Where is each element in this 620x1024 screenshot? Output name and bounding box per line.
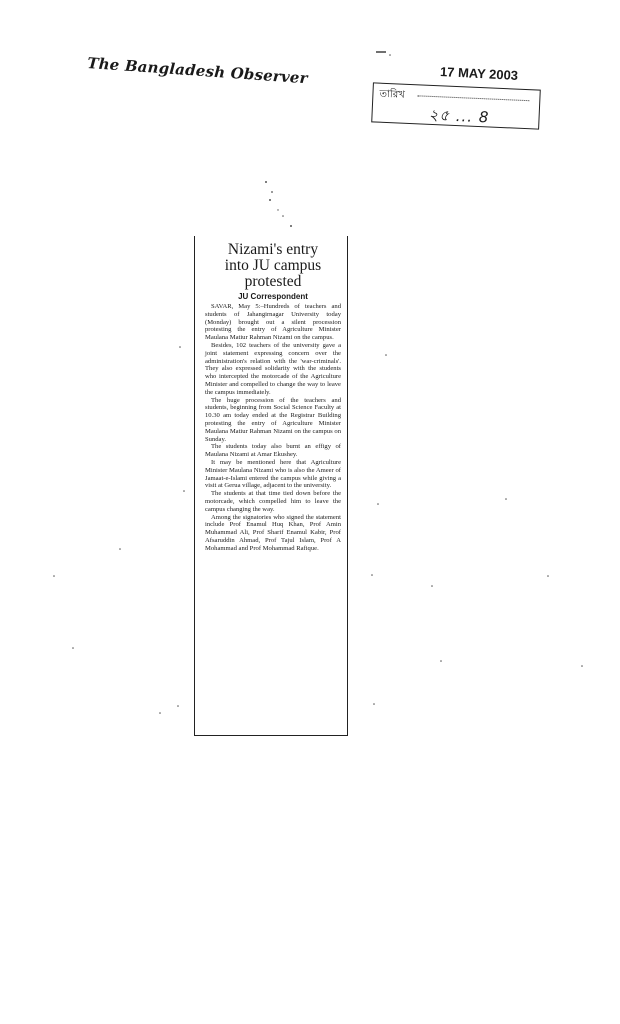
article-paragraph: The huge procession of the teachers and students, beginning from Social Science Faculty at 10.30 am today ended at the Registrar Building protesting the entry of Agriculture Minister Maulana Matiur Rahman Nizami on the campus on Sunday. bbox=[205, 396, 341, 443]
article-paragraph: The students at that time tied down before the motorcade, which compelled him to leave the campus changing the way. bbox=[205, 490, 341, 513]
stamp-handwriting: ২৫ ... 8 bbox=[428, 105, 490, 127]
stamp-dotted-line bbox=[417, 95, 529, 101]
date-stamp: 17 MAY 2003 bbox=[439, 63, 519, 84]
article-paragraph: SAVAR, May 5:–Hundreds of teachers and students of Jahangirnagar University today (Monday) brought out a silent procession protesting the entry of Agriculture Minister Maulana Matiur Rahman Nizami on the campus. bbox=[205, 303, 341, 342]
headline-line-3: protested bbox=[244, 273, 302, 290]
filing-stamp-box bbox=[371, 82, 541, 129]
article-paragraph: The students today also burnt an effigy of Maulana Nizami at Amar Ekushey. bbox=[205, 443, 341, 459]
stamp-label: তারিখ bbox=[379, 88, 406, 101]
headline-line-1: Nizami's entry bbox=[227, 241, 319, 258]
article-paragraph: It may be mentioned here that Agriculture Minister Maulana Nizami who is also the Ameer of Jamaat-e-Islami entered the campus while giving a visit at Gerua village, adjacent to the university. bbox=[205, 458, 341, 490]
article-paragraph: Among the signatories who signed the statement include Prof Enamul Huq Khan, Prof Amin Muhammad Ali, Prof Sharif Enamul Kabir, Prof Afsaruddin Ahmad, Prof Tajul Islam, Prof A Mohammad and Prof Mohammad Rafique. bbox=[205, 513, 341, 552]
masthead: The Bangladesh Observer bbox=[86, 54, 309, 88]
headline-line-2: into JU campus bbox=[224, 257, 322, 274]
article-paragraph: Besides, 102 teachers of the university gave a joint statement expressing concern over the administration's relation with the 'war-criminals'. They also expressed solidarity with the students who intercepted the motorcade of the Agriculture Minister and compelled to change the way to leave the campus immediately. bbox=[205, 341, 341, 396]
news-clipping bbox=[194, 236, 348, 736]
byline: JU Correspondent bbox=[238, 292, 308, 301]
headline bbox=[205, 242, 341, 290]
